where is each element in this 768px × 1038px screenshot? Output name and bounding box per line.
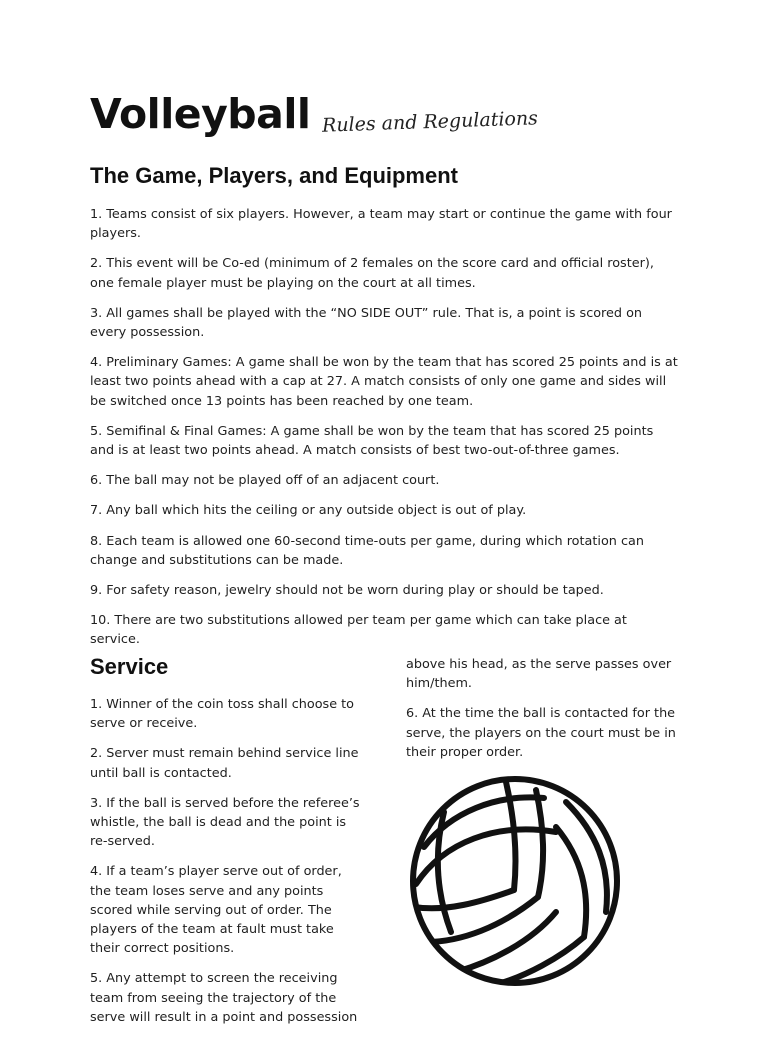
rule-item: 5. Any attempt to screen the receiving team from seeing the trajectory of the serve will result in a point and possession <box>90 971 358 1025</box>
rule-item: 7. Any ball which hits the ceiling or any outside object is out of play. <box>90 503 527 519</box>
rule-item: 5. Semifinal & Final Games: A game shall be won by the team that has scored 25 points and is at least two points ahead. A match consists of best two-out-of-three games. <box>90 423 654 459</box>
rule-item: 6. The ball may not be played off of an adjacent court. <box>90 473 440 489</box>
rule-item: 4. If a team’s player serve out of order, the team loses serve and any points scored while serving out of order. The players of the team at fault must take their correct positions. <box>90 864 342 957</box>
rule-item: above his head, as the serve passes over him/them. <box>406 657 672 692</box>
rule-item: 3. If the ball is served before the referee’s whistle, the ball is dead and the point is re-served. <box>90 795 360 850</box>
rule-item: 1. Winner of the coin toss shall choose to serve or receive. <box>90 697 355 732</box>
document-title <box>90 90 537 138</box>
rules-list-game <box>90 205 680 661</box>
service-right-column <box>406 655 678 773</box>
section-heading-service: Service <box>90 654 169 679</box>
rule-item: 3. All games shall be played with the “NO SIDE OUT” rule. That is, a point is scored on every possession. <box>90 305 643 341</box>
rule-item: 2. Server must remain behind service line until ball is contacted. <box>90 746 359 781</box>
section-heading-game-players-equipment: The Game, Players, and Equipment <box>90 163 458 188</box>
rule-item: 4. Preliminary Games: A game shall be won by the team that has scored 25 points and is at least two points ahead with a cap at 27. A match consists of only one game and sides will be switched once 13 points has been reached by one team. <box>90 355 678 409</box>
volleyball-icon <box>406 772 624 990</box>
rule-item: 9. For safety reason, jewelry should not be worn during play or should be taped. <box>90 583 604 599</box>
rule-item: 1. Teams consist of six players. However, a team may start or continue the game with four players. <box>90 207 672 242</box>
title-main: Volleyball <box>90 90 311 138</box>
rule-item: 6. At the time the ball is contacted for the serve, the players on the court must be in their proper order. <box>406 706 676 760</box>
service-left-column <box>90 654 362 1038</box>
title-subtitle: Rules and Regulations <box>321 107 538 137</box>
rule-item: 2. This event will be Co-ed (minimum of 2 females on the score card and official roster), one female player must be playing on the court at all times. <box>90 256 654 291</box>
rule-item: 8. Each team is allowed one 60-second time-outs per game, during which rotation can change and substitutions can be made. <box>90 533 644 568</box>
rule-item: 10. There are two substitutions allowed per team per game which can take place at service. <box>90 613 627 648</box>
